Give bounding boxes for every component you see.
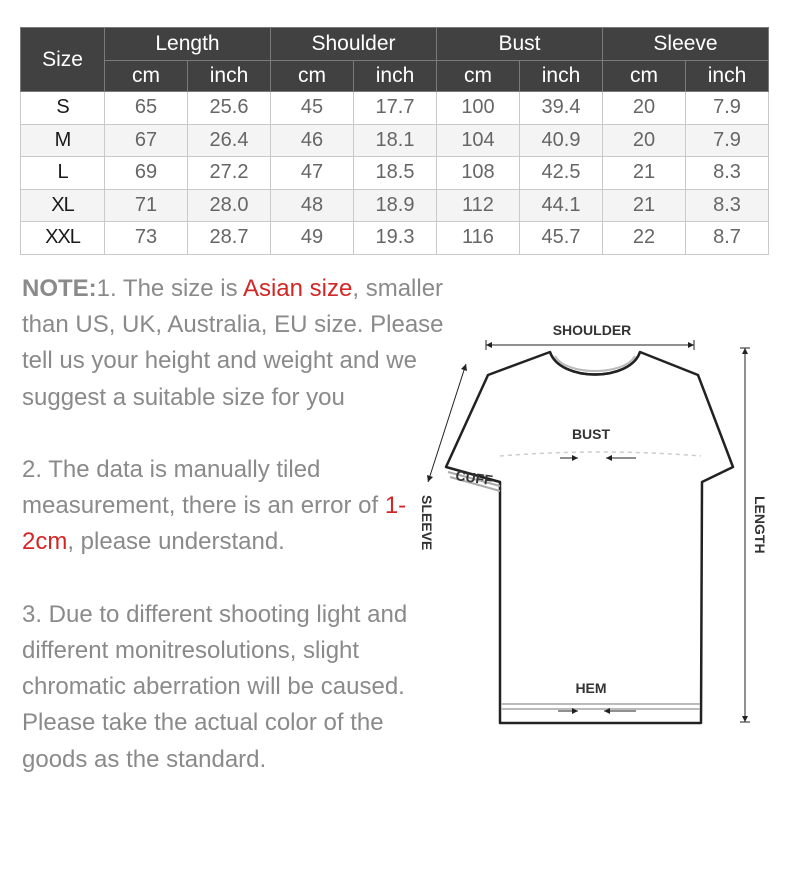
value-cell: 8.7 [686,222,769,255]
value-cell: 22 [603,222,686,255]
value-cell: 116 [437,222,520,255]
value-cell: 26.4 [188,124,271,157]
value-cell: 8.3 [686,157,769,190]
value-cell: 49 [271,222,354,255]
value-cell: 28.7 [188,222,271,255]
label-hem: HEM [575,680,607,696]
note-3: 3. Due to different shooting light and different monitresolutions, slight chromatic aberration will be caused. Please take the actual color of the goods as the standard. [22,600,408,773]
table-header-unit-row [21,61,769,92]
value-cell: 104 [437,124,520,157]
unit-cell: cm [437,61,520,92]
header-bust: Bust [437,28,603,61]
value-cell: 21 [603,189,686,222]
value-cell: 73 [105,222,188,255]
value-cell: 21 [603,157,686,190]
value-cell: 42.5 [520,157,603,190]
size-cell: XL [21,189,105,222]
table-row [21,157,769,190]
value-cell: 46 [271,124,354,157]
value-cell: 19.3 [354,222,437,255]
unit-cell: inch [188,61,271,92]
value-cell: 65 [105,92,188,125]
size-cell: XXL [21,222,105,255]
note-2 [22,452,452,561]
value-cell: 100 [437,92,520,125]
note-1-highlight: Asian size [242,275,353,302]
value-cell: 108 [437,157,520,190]
value-cell: 20 [603,124,686,157]
value-cell: 71 [105,189,188,222]
value-cell: 18.5 [354,157,437,190]
value-cell: 17.7 [354,92,437,125]
label-shoulder: SHOULDER [552,322,632,338]
value-cell: 45 [271,92,354,125]
label-cuff: CUFF [454,467,494,489]
unit-cell: inch [520,61,603,92]
label-bust: BUST [571,426,611,442]
value-cell: 8.3 [686,189,769,222]
value-cell: 47 [271,157,354,190]
value-cell: 27.2 [188,157,271,190]
note-label: NOTE: [22,275,97,302]
header-size: Size [21,28,105,92]
value-cell: 20 [603,92,686,125]
header-length: Length [105,28,271,61]
size-chart-table [20,27,769,255]
value-cell: 40.9 [520,124,603,157]
label-length: LENGTH [752,496,768,554]
value-cell: 39.4 [520,92,603,125]
unit-cell: inch [686,61,769,92]
label-sleeve: SLEEVE [419,495,435,551]
value-cell: 28.0 [188,189,271,222]
unit-cell: cm [105,61,188,92]
value-cell: 67 [105,124,188,157]
table-header-group-row [21,28,769,61]
value-cell: 48 [271,189,354,222]
header-shoulder: Shoulder [271,28,437,61]
value-cell: 44.1 [520,189,603,222]
value-cell: 45.7 [520,222,603,255]
unit-cell: inch [354,61,437,92]
unit-cell: cm [271,61,354,92]
value-cell: 18.9 [354,189,437,222]
table-row [21,222,769,255]
size-cell: S [21,92,105,125]
size-cell: M [21,124,105,157]
value-cell: 69 [105,157,188,190]
table-row [21,189,769,222]
tshirt-outline [446,352,733,723]
table-row [21,124,769,157]
unit-cell: cm [603,61,686,92]
tshirt-measurement-diagram [400,300,780,740]
note-2-text: 2. The data is manually tiled measurement, there is an error of [22,456,385,520]
value-cell: 112 [437,189,520,222]
note-1-text-cont: , smaller than US, UK, Australia, EU size. Please tell us your height and weight and we suggest a suitable size for you [22,275,444,411]
note-2-highlight: 1-2cm [22,492,407,556]
size-cell: L [21,157,105,190]
value-cell: 25.6 [188,92,271,125]
notes-block [22,271,452,814]
value-cell: 18.1 [354,124,437,157]
table-row [21,92,769,125]
value-cell: 7.9 [686,92,769,125]
value-cell: 7.9 [686,124,769,157]
note-2-text-cont: , please understand. [67,528,285,556]
note-1-text: 1. The size is [96,275,243,302]
note-1 [22,271,452,416]
header-sleeve: Sleeve [603,28,769,61]
